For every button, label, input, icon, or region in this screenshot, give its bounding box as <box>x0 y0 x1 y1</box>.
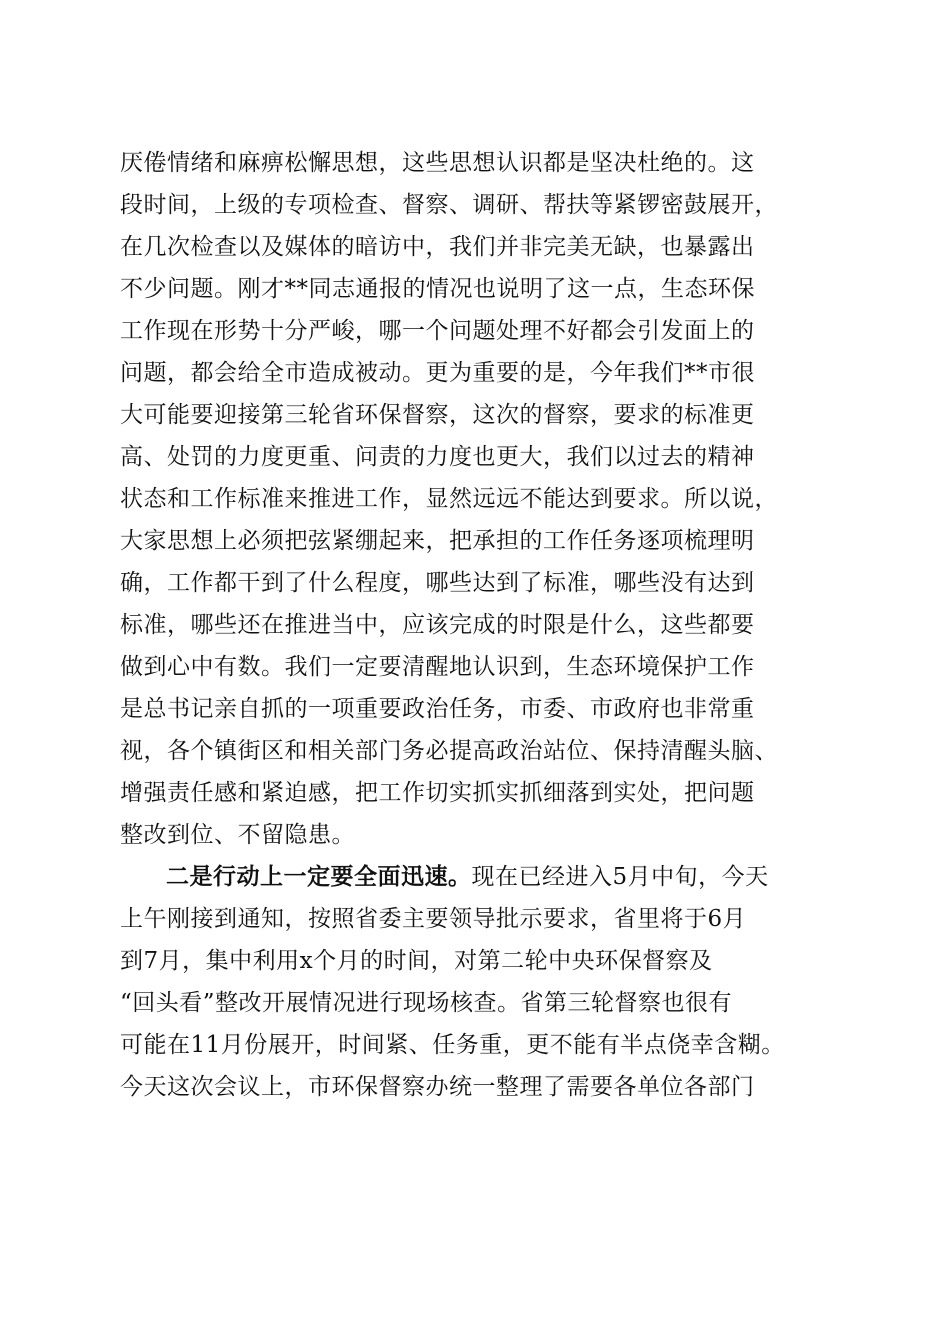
text-line: 是总书记亲自抓的一项重要政治任务，市委、市政府也非常重 <box>120 696 755 722</box>
text-line: 段时间，上级的专项检查、督察、调研、帮扶等紧锣密鼓展开， <box>120 192 778 218</box>
text-line: 上午刚接到通知，按照省委主要领导批示要求，省里将于6月 <box>120 906 747 932</box>
text-line: 不少问题。刚才**同志通报的情况也说明了这一点，生态环保 <box>120 276 755 302</box>
text-run: 现在已经进入5月中旬，今天 <box>471 864 769 890</box>
text-line: 标准，哪些还在推进当中，应该完成的时限是什么，这些都要 <box>120 612 755 638</box>
text-line: 增强责任感和紧迫感，把工作切实抓实抓细落到实处，把问题 <box>120 780 755 806</box>
text-line: 整改到位、不留隐患。 <box>120 822 355 848</box>
text-line: 大可能要迎接第三轮省环保督察，这次的督察，要求的标准更 <box>120 402 755 428</box>
text-line: 在几次检查以及媒体的暗访中，我们并非完美无缺，也暴露出 <box>120 234 755 260</box>
paragraph-2-first-line <box>120 856 850 898</box>
text-line: 厌倦情绪和麻痹松懈思想，这些思想认识都是坚决杜绝的。这 <box>120 150 755 176</box>
text-line: 到7月，集中利用x个月的时间，对第二轮中央环保督察及 <box>120 948 713 974</box>
text-line: 确，工作都干到了什么程度，哪些达到了标准，哪些没有达到 <box>120 570 755 596</box>
text-line: 可能在11月份展开，时间紧、任务重，更不能有半点侥幸含糊。 <box>120 1032 785 1058</box>
text-line: “回头看”整改开展情况进行现场核查。省第三轮督察也很有 <box>120 990 733 1016</box>
text-line: 视，各个镇街区和相关部门务必提高政治站位、保持清醒头脑、 <box>120 738 778 764</box>
text-line: 状态和工作标准来推进工作，显然远远不能达到要求。所以说， <box>120 486 778 512</box>
text-line: 今天这次会议上，市环保督察办统一整理了需要各单位各部门 <box>120 1074 755 1100</box>
document-body <box>120 142 850 1108</box>
text-line: 高、处罚的力度更重、问责的力度也更大，我们以过去的精神 <box>120 444 755 470</box>
text-line: 大家思想上必须把弦紧绷起来，把承担的工作任务逐项梳理明 <box>120 528 755 554</box>
text-line: 问题，都会给全市造成被动。更为重要的是，今年我们**市很 <box>120 360 755 386</box>
paragraph-1 <box>120 142 850 856</box>
text-line: 工作现在形势十分严峻，哪一个问题处理不好都会引发面上的 <box>120 318 755 344</box>
section-heading: 二是行动上一定要全面迅速。 <box>166 863 472 890</box>
paragraph-2 <box>120 856 850 1108</box>
text-line: 做到心中有数。我们一定要清醒地认识到，生态环境保护工作 <box>120 654 755 680</box>
